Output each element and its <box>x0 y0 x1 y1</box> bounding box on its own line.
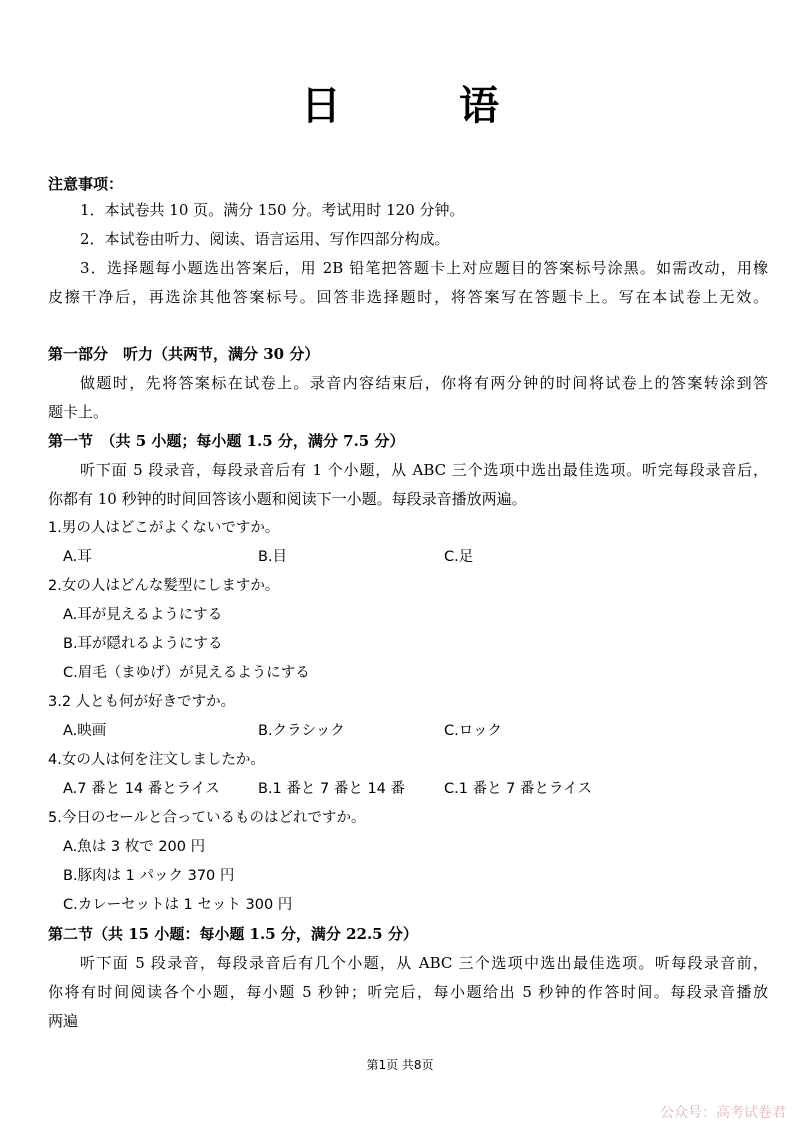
question-4-options <box>63 777 763 801</box>
page-number: 第1页 共8页 <box>366 1058 434 1072</box>
notice-item-2: 2．本试卷由听力、阅读、语言运用、写作四部分构成。 <box>80 230 450 248</box>
section2-intro-cont: 你将有时间阅读各个小题，每小题 5 秒钟；听完后，每小题给出 5 秒钟的作答时间。每段录音播放 <box>48 983 768 1001</box>
section1-intro: 听下面 5 段录音，每段录音后有 1 个小题，从 ABC 三个选项中选出最佳选项。听完每段录音后， <box>80 461 768 479</box>
question-1-option-b: B.目 <box>258 549 288 565</box>
part1-intro: 做题时，先将答案标在试卷上。录音内容结束后，你将有两分钟的时间将试卷上的答案转涂到答 <box>80 374 768 392</box>
question-1-stem: 1.男の人はどこがよくないですか。 <box>48 520 280 536</box>
question-2-option-b: B.耳が隠れるようにする <box>63 636 223 652</box>
page-title: 日 语 <box>301 83 551 129</box>
question-5-option-a: A.魚は 3 枚で 200 円 <box>63 839 206 855</box>
notice-item-3-cont: 皮擦干净后，再选涂其他答案标号。回答非选择题时，将答案写在答题卡上。写在本试卷上无效。 <box>48 288 768 306</box>
question-1-option-c: C.足 <box>444 549 474 565</box>
question-3-option-a: A.映画 <box>63 723 107 739</box>
watermark: 公众号：高考试卷君 <box>660 1105 786 1121</box>
section1-intro-cont: 你都有 10 秒钟的时间回答该小题和阅读下一小题。每段录音播放两遍。 <box>48 490 527 508</box>
notice-item-1: 1．本试卷共 10 页。满分 150 分。考试用时 120 分钟。 <box>80 201 465 219</box>
question-5-option-c: C.カレーセットは 1 セット 300 円 <box>63 897 293 913</box>
question-5-option-b: B.豚肉は 1 パック 370 円 <box>63 868 235 884</box>
section2-intro-end: 两遍 <box>48 1012 79 1030</box>
question-2-option-c: C.眉毛（まゆげ）が見えるようにする <box>63 665 310 681</box>
question-4-option-b: B.1 番と 7 番と 14 番 <box>258 781 406 797</box>
question-2-stem: 2.女の人はどんな髪型にしますか。 <box>48 578 280 594</box>
notice-item-3: 3．选择题每小题选出答案后，用 2B 铅笔把答题卡上对应题目的答案标号涂黑。如需改动，用橡 <box>80 259 768 277</box>
question-4-option-c: C.1 番と 7 番とライス <box>444 781 592 797</box>
section1-heading: 第一节 （共 5 小题；每小题 1.5 分，满分 7.5 分） <box>48 432 405 450</box>
question-3-stem: 3.2 人とも何が好きですか。 <box>48 694 236 710</box>
question-4-stem: 4.女の人は何を注文しましたか。 <box>48 752 265 768</box>
section2-heading: 第二节（共 15 小题：每小题 1.5 分，满分 22.5 分） <box>48 925 418 943</box>
question-3-option-c: C.ロック <box>444 723 502 739</box>
question-5-stem: 5.今日のセールと合っているものはどれですか。 <box>48 810 366 826</box>
question-1-option-a: A.耳 <box>63 549 92 565</box>
part1-heading: 第一部分 听力（共两节，满分 30 分） <box>48 345 320 363</box>
question-1-options <box>63 545 763 569</box>
section2-intro: 听下面 5 段录音，每段录音后有几个小题，从 ABC 三个选项中选出最佳选项。听每段录音前， <box>80 954 768 972</box>
part1-intro-cont: 题卡上。 <box>48 403 109 421</box>
question-3-options <box>63 719 763 743</box>
question-4-option-a: A.7 番と 14 番とライス <box>63 781 220 797</box>
question-3-option-b: B.クラシック <box>258 723 345 739</box>
question-2-option-a: A.耳が見えるようにする <box>63 607 223 623</box>
notice-heading: 注意事项： <box>48 175 124 193</box>
